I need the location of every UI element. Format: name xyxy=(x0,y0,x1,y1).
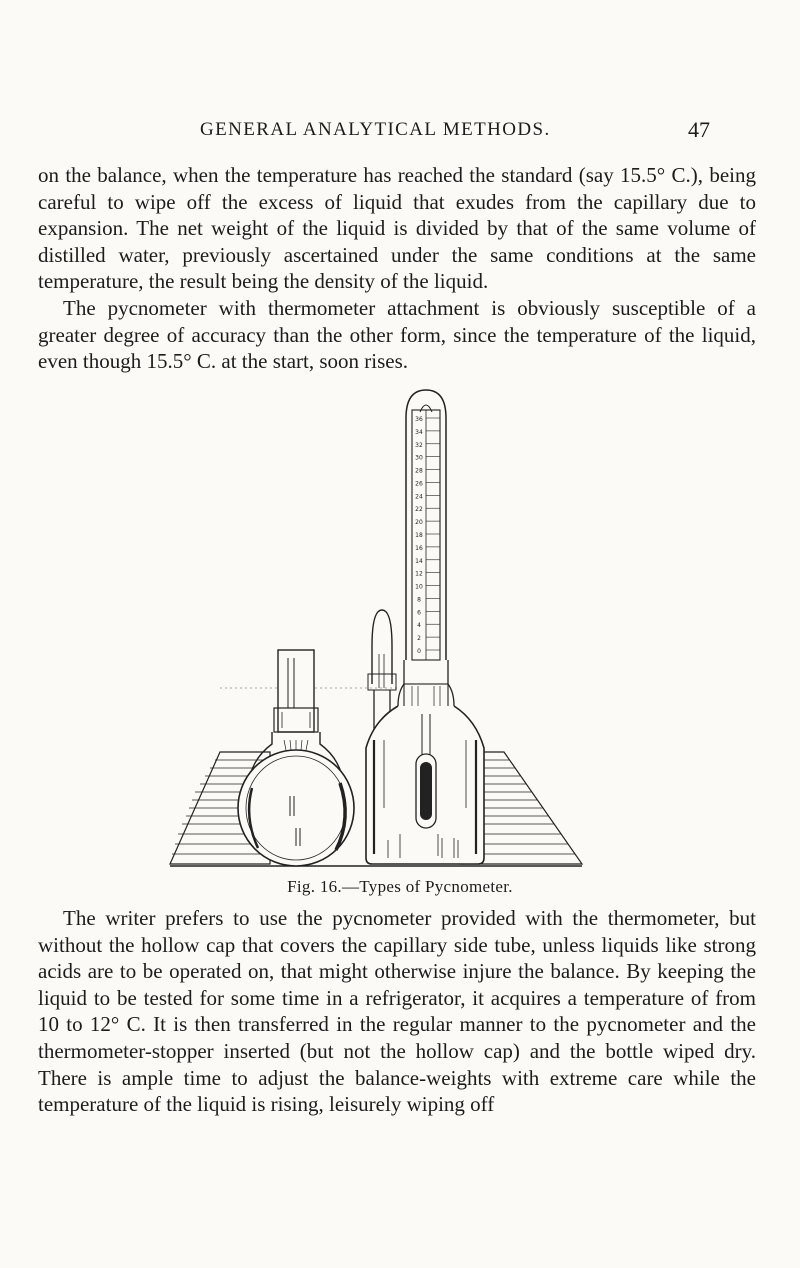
text-block-top xyxy=(38,162,756,375)
thermometer-scale-label: 34 xyxy=(415,428,423,436)
thermometer-scale-label: 26 xyxy=(415,480,423,488)
thermometer-scale-label: 6 xyxy=(417,609,421,617)
paragraph-writer-prefers: The writer prefers to use the pycnometer provided with the thermometer, but without the hollow cap that covers the capillary side tube, unless liquids like strong acids are to be operated on, that might otherwise injure the balance. By keeping the liquid to be tested for some time in a refrigerator, it acquires a temperature of from 10 to 12° C. It is then transferred in the regular manner to the pycnometer and the thermometer-stopper inserted (but not the hollow cap) and the bottle wiped dry. There is ample time to adjust the balance-weights with extreme care while the temperature of the liquid is rising, leisurely wiping off xyxy=(38,906,756,1117)
thermometer-scale-label: 22 xyxy=(415,506,423,514)
pycnometer-illustration xyxy=(160,388,600,880)
paragraph-pycnometer-accuracy: The pycnometer with thermometer attachment is obviously susceptible of a greater degree of accuracy than the other form, since the temperature of the liquid, even though 15.5° C. at the start, soon rises. xyxy=(38,295,756,374)
thermometer-scale-label: 18 xyxy=(415,532,423,539)
thermometer-scale xyxy=(415,416,440,655)
figure-pycnometer xyxy=(160,388,600,880)
text-block-bottom xyxy=(38,905,756,1118)
thermometer-scale-label: 32 xyxy=(415,441,423,449)
thermometer-scale-label: 12 xyxy=(415,570,423,578)
thermometer-scale-label: 0 xyxy=(417,648,421,655)
pycnometer-thermometer xyxy=(366,390,484,864)
thermometer-scale-label: 8 xyxy=(417,596,421,604)
running-head xyxy=(0,119,800,151)
thermometer-scale-label: 16 xyxy=(415,544,423,552)
thermometer-scale-label: 30 xyxy=(415,454,423,462)
thermometer-scale-label: 24 xyxy=(415,493,423,501)
running-head-title: GENERAL ANALYTICAL METHODS. xyxy=(200,119,551,140)
thermometer-scale-label: 28 xyxy=(415,467,423,475)
paragraph-continued: on the balance, when the temperature has reached the standard (say 15.5° C.), being careful to wipe off the excess of liquid that exudes from the capillary due to expansion. The net weight of the liquid is divided by that of the same volume of distilled water, previously ascertained under the same conditions at the same temperature, the result being the density of the liquid. xyxy=(38,163,756,294)
thermometer-scale-label: 14 xyxy=(415,557,423,565)
page-number: 47 xyxy=(688,117,710,142)
thermometer-scale-label: 36 xyxy=(415,416,423,423)
thermometer-scale-label: 4 xyxy=(417,622,421,630)
thermometer-scale-label: 20 xyxy=(415,519,423,527)
thermometer-scale-label: 2 xyxy=(417,635,421,643)
thermometer-scale-label: 10 xyxy=(415,583,423,591)
figure-caption: Fig. 16.—Types of Pycnometer. xyxy=(287,877,513,896)
